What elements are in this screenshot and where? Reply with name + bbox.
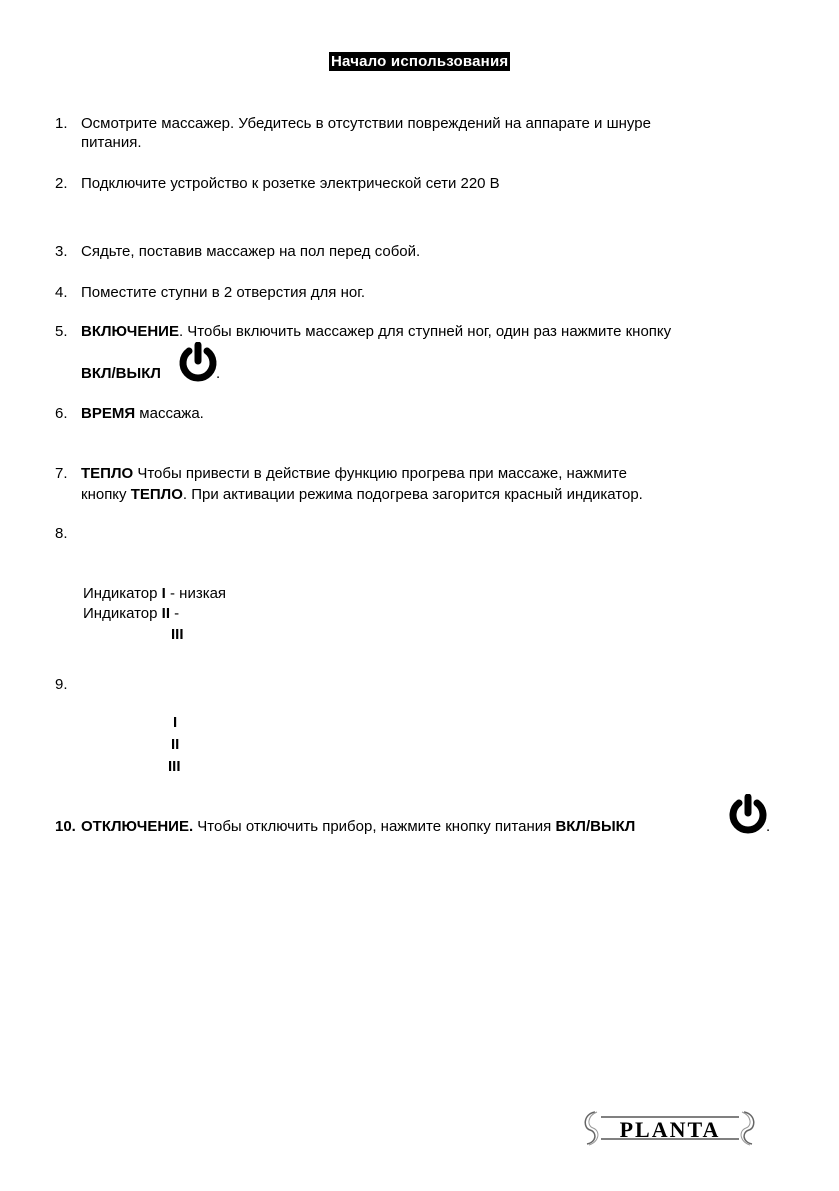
item-text-body: массажа. (135, 405, 204, 422)
button-label-heat: ТЕПЛО (130, 486, 183, 503)
indicator-level: - низкая (165, 585, 227, 602)
item-number: 1. (55, 115, 68, 132)
indicator-mark: I (161, 585, 166, 602)
item-text (81, 322, 671, 342)
item-text: Сядьте, поставив массажер на пол перед собой. (81, 243, 421, 260)
item-text (81, 464, 627, 484)
button-label-onoff: ВКЛ/ВЫКЛ (81, 365, 161, 382)
indicator-label: Индикатор (83, 585, 162, 602)
item-text-cont: питания. (81, 134, 142, 151)
keyword-heat: ТЕПЛО (81, 465, 134, 482)
item-number: 6. (55, 405, 68, 422)
button-label-onoff: ВКЛ/ВЫКЛ (555, 818, 636, 835)
indicator-line-2 (83, 604, 179, 624)
item-text: Осмотрите массажер. Убедитесь в отсутствии повреждений на аппарате и шнуре (81, 115, 651, 132)
item-text (81, 817, 635, 837)
item-text (81, 404, 204, 424)
item-number: 8. (55, 525, 68, 542)
item-text-body: . Чтобы включить массажер для ступней ног, один раз нажмите кнопку (178, 323, 672, 340)
level-mark-2: II (171, 736, 180, 753)
item-text-post: . При активации режима подогрева загорится красный индикатор. (182, 486, 643, 503)
power-icon (728, 794, 768, 834)
item-text: Поместите ступни в 2 отверстия для ног. (81, 284, 366, 301)
indicator-mark-3: III (171, 626, 184, 643)
item-text-body: Чтобы привести в действие функцию прогрева при массаже, нажмите (133, 465, 627, 482)
item-text-body: Чтобы отключить прибор, нажмите кнопку питания (193, 818, 556, 835)
item-text-cont (81, 364, 161, 384)
keyword-off: ОТКЛЮЧЕНИЕ. (81, 818, 194, 835)
indicator-label: Индикатор (83, 605, 162, 622)
item-end: . (766, 818, 771, 835)
section-title: Начало использования (331, 53, 509, 70)
item-text-cont (81, 485, 643, 505)
keyword-time: ВРЕМЯ (81, 405, 136, 422)
indicator-line-1 (83, 584, 226, 604)
indicator-mark: II (161, 605, 170, 622)
item-number: 4. (55, 284, 68, 301)
item-number: 3. (55, 243, 68, 260)
keyword-on: ВКЛЮЧЕНИЕ (81, 323, 179, 340)
item-number: 2. (55, 175, 68, 192)
level-mark-1: I (173, 714, 178, 731)
item-number: 10. (55, 818, 76, 835)
planta-logo (581, 1108, 758, 1148)
item-text-pre: кнопку (81, 486, 131, 503)
logo-text: PLANTA (619, 1117, 721, 1142)
power-icon (178, 342, 221, 382)
item-text: Подключите устройство к розетке электрической сети 220 В (81, 175, 500, 192)
item-number: 7. (55, 465, 68, 482)
item-number: 9. (55, 676, 68, 693)
item-number: 5. (55, 323, 68, 340)
item-end: . (216, 365, 221, 382)
level-mark-3: III (168, 758, 181, 775)
indicator-level: - (170, 605, 180, 622)
